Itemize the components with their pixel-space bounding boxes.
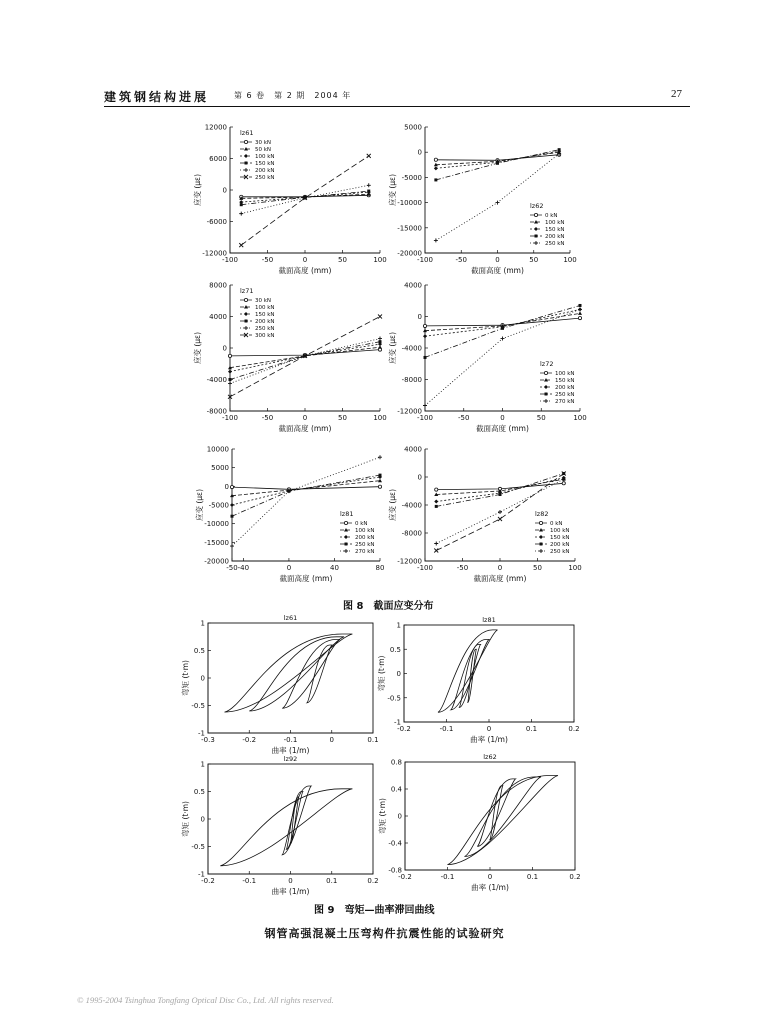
y-axis-label: 弯矩 (t·m) (377, 655, 386, 692)
legend-marker (535, 235, 538, 238)
strain-data-point (423, 403, 427, 407)
hysteresis-panel-lz81 (376, 616, 580, 744)
x-tick-label: -100 (222, 256, 238, 264)
strain-data-point (498, 510, 502, 514)
y-tick-label: -8000 (401, 529, 422, 538)
x-tick-label: 0.1 (367, 736, 379, 744)
x-tick-label: -0.1 (439, 725, 454, 733)
strain-data-point (434, 178, 437, 181)
legend-entry: 200 kN (255, 319, 275, 326)
hysteresis-loop (220, 789, 352, 866)
legend-marker (539, 521, 542, 524)
x-tick-label: -40 (237, 564, 250, 572)
legend-entry: 30 kN (255, 298, 272, 305)
panel-label: lz81 (482, 616, 496, 624)
legend-marker (540, 543, 543, 546)
x-axis-label: 曲率 (1/m) (271, 746, 310, 755)
legend-marker (545, 393, 548, 396)
x-tick-label: 100 (373, 256, 387, 264)
legend-entry: 30 kN (255, 140, 272, 147)
strain-data-point (230, 485, 233, 488)
x-tick-label: 0 (286, 564, 292, 572)
legend-marker (245, 320, 248, 323)
legend-marker (539, 549, 543, 553)
legend-marker (244, 326, 248, 330)
panel-label: lz81 (340, 510, 354, 518)
x-tick-label: -0.2 (397, 725, 411, 733)
y-tick-label: 1 (396, 621, 401, 630)
x-tick-label: -0.2 (398, 873, 412, 881)
y-tick-label: 12000 (204, 123, 227, 132)
legend-marker (244, 140, 247, 143)
y-tick-label: -12000 (202, 249, 227, 258)
strain-data-point (379, 474, 382, 477)
strain-panel-lz62 (387, 124, 577, 276)
y-tick-label: 4000 (209, 313, 227, 321)
x-tick-label: 0.2 (568, 725, 580, 733)
legend-marker (244, 154, 248, 158)
y-tick-label: 0.8 (390, 758, 402, 767)
y-tick-label: -12000 (397, 407, 422, 416)
x-tick-label: 0 (302, 414, 308, 422)
y-tick-label: -0.5 (387, 694, 401, 703)
legend-entry: 100 kN (550, 528, 570, 535)
axis-frame (208, 623, 373, 733)
x-axis-label: 截面高度 (mm) (476, 424, 529, 433)
axis-frame (230, 127, 380, 253)
legend-marker (244, 298, 247, 301)
legend-entry: 250 kN (545, 241, 565, 248)
strain-data-point (367, 190, 370, 193)
strain-data-point (578, 311, 582, 315)
y-tick-label: 0 (417, 313, 422, 321)
strain-panel-lz61 (192, 124, 387, 276)
x-tick-label: 0 (288, 877, 293, 885)
volume-issue: 第 6 卷 第 2 期 2004 年 (234, 91, 352, 100)
y-axis-label: 应变 (με) (388, 173, 397, 207)
y-tick-label: 0 (200, 674, 205, 683)
strain-series-line (425, 306, 580, 358)
panel-label: lz61 (240, 129, 254, 137)
x-tick-label: -100 (222, 414, 238, 422)
strain-data-point (378, 455, 382, 459)
y-tick-label: -0.8 (388, 866, 402, 875)
y-tick-label: -10000 (204, 520, 229, 529)
legend-entry: 100 kN (255, 154, 275, 161)
strain-series-line (232, 475, 380, 516)
strain-panel-lz72 (387, 282, 587, 434)
panel-label: lz72 (540, 360, 554, 368)
x-tick-label: 50 (536, 414, 546, 422)
x-tick-label: -0.2 (201, 877, 215, 885)
y-tick-label: -5000 (208, 501, 229, 510)
x-tick-label: 0 (486, 725, 492, 733)
strain-data-point (499, 493, 502, 496)
x-axis-label: 截面高度 (mm) (473, 574, 527, 583)
x-axis-label: 截面高度 (mm) (278, 266, 332, 275)
hysteresis-loop (465, 777, 542, 857)
legend-marker (344, 521, 347, 524)
legend-entry: 100 kN (545, 220, 565, 227)
y-tick-label: -20000 (397, 249, 422, 258)
strain-data-point (228, 370, 232, 374)
strain-series-line (230, 339, 380, 384)
y-tick-label: -8000 (401, 376, 422, 384)
strain-data-point (378, 315, 382, 319)
x-axis-label: 曲率 (1/m) (271, 887, 310, 896)
legend-marker (245, 162, 248, 165)
strain-data-point (496, 162, 499, 165)
legend-entry: 250 kN (550, 549, 570, 556)
legend-entry: 0 kN (355, 521, 368, 528)
y-tick-label: -4000 (401, 501, 422, 510)
y-tick-label: -15000 (204, 538, 229, 547)
x-axis-label: 截面高度 (mm) (471, 266, 524, 275)
legend-entry: 150 kN (550, 535, 570, 542)
strain-data-point (578, 307, 582, 311)
legend-marker (544, 399, 548, 403)
x-tick-label: -0.3 (201, 736, 215, 744)
fig9-caption: 图 9 弯矩—曲率滞回曲线 (314, 905, 435, 916)
panel-label: lz62 (483, 753, 497, 761)
hysteresis-loop (451, 640, 489, 710)
y-tick-label: 0 (397, 812, 402, 821)
y-tick-label: -12000 (397, 557, 422, 566)
x-tick-label: 50 (338, 414, 347, 422)
y-tick-label: 0.4 (390, 785, 402, 794)
strain-data-point (229, 378, 232, 381)
y-tick-label: -4000 (206, 376, 227, 384)
axis-frame (405, 762, 575, 870)
legend-entry: 250 kN (555, 392, 575, 399)
strain-data-point (230, 544, 234, 548)
strain-data-point (239, 212, 243, 216)
x-tick-label: 0 (302, 256, 308, 264)
legend-marker (539, 535, 543, 539)
strain-data-point (501, 327, 504, 330)
legend-entry: 200 kN (255, 168, 275, 175)
y-tick-label: -5000 (401, 173, 422, 182)
legend-entry: 250 kN (255, 175, 275, 182)
legend-entry: 100 kN (355, 528, 375, 535)
strain-data-point (579, 304, 582, 307)
strain-data-point (378, 337, 382, 341)
y-tick-label: 0.5 (193, 788, 205, 796)
x-tick-label: 0 (329, 736, 334, 744)
strain-data-point (578, 316, 581, 319)
x-tick-label: 0.1 (525, 725, 538, 733)
x-tick-label: 100 (573, 414, 587, 422)
y-tick-label: -8000 (206, 407, 227, 416)
y-axis-label: 弯矩 (t·m) (181, 660, 190, 696)
strain-data-point (423, 324, 426, 327)
legend-marker (544, 371, 547, 374)
hysteresis-loop (225, 634, 353, 712)
legend-marker (534, 241, 538, 245)
strain-data-point (501, 337, 505, 341)
strain-series-line (232, 477, 380, 505)
panel-label: lz71 (240, 287, 254, 295)
x-tick-label: 100 (373, 414, 387, 422)
legend-entry: 150 kN (255, 161, 275, 168)
panel-label: lz82 (535, 510, 549, 518)
x-tick-label: -50 (458, 414, 470, 422)
legend-entry: 200 kN (550, 542, 570, 549)
legend-marker (344, 549, 348, 553)
hysteresis-loop (286, 792, 303, 850)
journal-name: 建筑钢结构进展 (104, 90, 210, 104)
y-axis-label: 应变 (με) (388, 488, 397, 522)
strain-panel-lz71 (192, 282, 387, 434)
hysteresis-loop (307, 645, 332, 703)
x-tick-label: 50 (338, 256, 347, 264)
strain-data-point (558, 148, 561, 151)
legend-entry: 270 kN (555, 399, 575, 406)
strain-data-point (424, 356, 427, 359)
y-tick-label: -0.4 (388, 839, 402, 848)
x-tick-label: -0.2 (242, 736, 257, 744)
x-tick-label: 0.1 (326, 877, 338, 885)
plot-frame (208, 623, 373, 733)
y-tick-label: -4000 (401, 344, 422, 353)
y-tick-label: 10000 (206, 445, 229, 454)
x-tick-label: -0.1 (242, 877, 257, 885)
hysteresis-panel-lz92 (180, 755, 379, 896)
strain-data-point (228, 354, 231, 357)
legend-marker (544, 385, 548, 389)
strain-data-point (498, 517, 502, 521)
fig8-caption: 图 8 截面应变分布 (343, 601, 434, 612)
y-axis-label: 弯矩 (t·m) (378, 798, 387, 834)
x-tick-label: -100 (417, 564, 433, 572)
y-tick-label: -0.5 (191, 702, 205, 710)
x-tick-label: 50 (533, 564, 542, 572)
y-tick-label: -1 (198, 870, 205, 879)
x-tick-label: 0.2 (569, 873, 581, 881)
y-tick-label: 0 (222, 344, 227, 353)
x-tick-label: 0.2 (367, 877, 379, 885)
y-tick-label: -6000 (206, 218, 227, 226)
strain-data-point (230, 503, 234, 507)
strain-data-point (435, 505, 438, 508)
legend-marker (534, 213, 537, 216)
y-axis-label: 弯矩 (t·m) (181, 801, 190, 837)
y-tick-label: -1 (198, 729, 205, 738)
strain-data-point (378, 485, 381, 488)
x-axis-label: 截面高度 (mm) (279, 574, 333, 583)
legend-entry: 100 kN (255, 305, 275, 312)
x-tick-label: 0 (487, 873, 493, 881)
y-tick-label: 0 (200, 815, 205, 824)
legend-entry: 200 kN (545, 234, 565, 241)
legend-entry: 270 kN (355, 549, 375, 556)
strain-data-point (379, 340, 382, 343)
y-tick-label: 4000 (404, 445, 422, 454)
y-tick-label: -10000 (397, 199, 422, 208)
y-tick-label: -0.5 (191, 843, 205, 851)
x-tick-label: 0 (500, 414, 505, 422)
hysteresis-panel-lz61 (180, 614, 379, 755)
legend-entry: 200 kN (555, 385, 575, 392)
strain-panel-lz81 (194, 446, 384, 584)
legend-marker (244, 312, 248, 316)
y-tick-label: 0 (417, 148, 422, 157)
x-tick-label: -50 (455, 256, 467, 264)
x-tick-label: 80 (375, 564, 385, 572)
strain-data-point (434, 500, 438, 504)
x-tick-label: 50 (529, 256, 539, 264)
y-axis-label: 应变 (με) (193, 331, 202, 365)
legend-entry: 150 kN (555, 378, 575, 385)
legend-entry: 150 kN (545, 227, 565, 234)
y-tick-label: 0.5 (193, 647, 205, 655)
y-axis-label: 应变 (με) (193, 173, 202, 207)
legend-marker (344, 535, 348, 539)
plot-frame (405, 762, 575, 870)
strain-data-point (231, 515, 234, 518)
hysteresis-loop (448, 776, 559, 865)
y-tick-label: 1 (200, 760, 205, 769)
legend-entry: 0 kN (545, 213, 558, 220)
y-tick-label: 5000 (404, 123, 422, 132)
x-tick-label: 100 (568, 564, 582, 572)
y-axis-label: 应变 (με) (195, 488, 204, 522)
y-tick-label: 0.5 (389, 645, 401, 654)
strain-data-point (367, 183, 371, 187)
y-tick-label: 0 (224, 482, 229, 491)
x-tick-label: -0.1 (283, 736, 298, 744)
page-number: 27 (671, 88, 682, 100)
panel-label: lz61 (283, 614, 298, 622)
y-tick-label: 6000 (209, 155, 227, 163)
x-tick-label: 100 (563, 256, 577, 264)
hysteresis-panel-lz62 (377, 753, 581, 892)
strain-data-point (434, 166, 438, 170)
strain-data-point (240, 203, 243, 206)
strain-data-point (434, 238, 438, 242)
strain-data-point (562, 482, 565, 485)
legend-entry: 100 kN (555, 371, 575, 378)
x-tick-label: -100 (417, 256, 433, 264)
strain-data-point (434, 542, 438, 546)
legend-marker (244, 168, 248, 172)
legend-entry: 150 kN (255, 312, 275, 319)
strain-data-point (434, 549, 438, 553)
y-tick-label: 4000 (404, 281, 422, 290)
strain-data-point (239, 243, 243, 247)
strain-data-point (435, 488, 438, 491)
x-axis-label: 曲率 (1/m) (471, 883, 509, 892)
y-tick-label: 5000 (211, 464, 229, 473)
legend-entry: 0 kN (550, 521, 563, 528)
legend-entry: 250 kN (255, 326, 275, 333)
y-tick-label: 8000 (209, 281, 227, 290)
x-tick-label: -50 (456, 564, 469, 572)
x-tick-label: 40 (330, 564, 339, 572)
x-axis-label: 曲率 (1/m) (470, 735, 508, 744)
strain-data-point (367, 154, 371, 158)
y-tick-label: -20000 (204, 557, 229, 566)
y-tick-label: -1 (394, 718, 401, 727)
strain-series-line (436, 154, 559, 241)
y-tick-label: 0 (417, 473, 422, 482)
x-tick-label: -50 (226, 564, 238, 572)
strain-data-point (423, 334, 427, 338)
y-tick-label: -15000 (397, 224, 422, 233)
panel-label: lz92 (283, 755, 298, 763)
panel-label: lz62 (530, 202, 544, 210)
legend-marker (534, 227, 538, 231)
y-axis-label: 应变 (με) (388, 331, 397, 365)
x-tick-label: 0 (495, 256, 500, 264)
x-tick-label: -100 (417, 414, 433, 422)
hysteresis-loop (438, 630, 498, 712)
strain-data-point (228, 381, 232, 385)
y-tick-label: 1 (200, 619, 205, 628)
strain-series-line (425, 309, 580, 336)
y-tick-label: 0 (396, 670, 401, 678)
copyright-notice: © 1995-2004 Tsinghua Tongfang Optical Disc Co., Ltd. All rights reserved. (77, 995, 334, 1005)
legend-entry: 50 kN (255, 147, 272, 154)
strain-panel-lz82 (387, 446, 582, 584)
legend-entry: 200 kN (355, 535, 375, 542)
x-tick-label: 0 (497, 564, 503, 572)
x-tick-label: -0.1 (440, 873, 455, 881)
legend-entry: 250 kN (355, 542, 375, 549)
strain-data-point (496, 201, 500, 205)
article-title: 钢管高强混凝土压弯构件抗震性能的试验研究 (264, 927, 505, 940)
x-tick-label: -50 (261, 414, 274, 422)
strain-data-point (434, 158, 437, 161)
x-tick-label: -50 (261, 256, 274, 264)
legend-marker (345, 543, 348, 546)
x-tick-label: 0.1 (526, 873, 539, 881)
x-axis-label: 截面高度 (mm) (278, 424, 332, 433)
legend-entry: 300 kN (255, 333, 275, 340)
y-tick-label: 0 (222, 186, 227, 195)
